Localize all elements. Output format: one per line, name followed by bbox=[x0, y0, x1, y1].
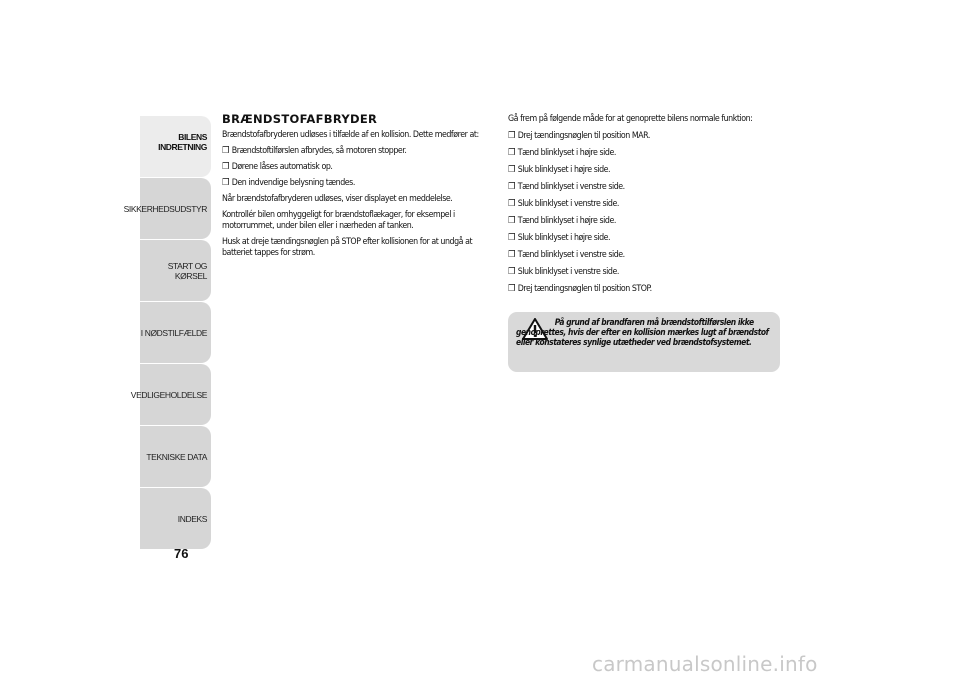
procedure-step bbox=[508, 182, 779, 193]
paragraph: Når brændstofafbryderen udløses, viser displayet en meddelelse. bbox=[222, 194, 453, 204]
procedure-step-text: Drej tændingsnøglen til position STOP. bbox=[517, 284, 652, 294]
tab-i-nodstilfaelde[interactable] bbox=[140, 302, 211, 363]
procedure-step bbox=[508, 165, 779, 176]
procedure-steps bbox=[508, 131, 780, 295]
checkbox-bullet-icon: ❒ bbox=[508, 267, 515, 277]
procedure-step-text: Tænd blinklyset i højre side. bbox=[517, 216, 616, 226]
warning-box bbox=[508, 312, 780, 372]
checkbox-bullet-icon: ❒ bbox=[222, 162, 229, 172]
paragraph: Husk at dreje tændingsnøglen på STOP efter kollisionen for at undgå at batteriet tappes for strøm. bbox=[222, 237, 473, 258]
checkbox-bullet-icon: ❒ bbox=[508, 199, 515, 209]
procedure-step-text: Sluk blinklyset i venstre side. bbox=[517, 267, 619, 277]
checkbox-bullet-icon: ❒ bbox=[222, 146, 229, 156]
tab-label: START OG KØRSEL bbox=[167, 260, 207, 281]
procedure-step-text: Drej tændingsnøglen til position MAR. bbox=[517, 131, 650, 141]
right-column bbox=[508, 114, 780, 301]
watermark: carmanualsonline.info bbox=[592, 652, 818, 676]
intro-paragraph: Brændstofafbryderen udløses i tilfælde af en kollision. Dette medfører at: bbox=[222, 130, 479, 140]
list-item bbox=[222, 146, 484, 157]
left-column bbox=[222, 112, 484, 264]
chapter-tabs bbox=[123, 116, 211, 550]
list-item-text: Den indvendige belysning tændes. bbox=[231, 178, 355, 188]
procedure-step bbox=[508, 250, 779, 261]
tab-start-og-korsel[interactable] bbox=[140, 240, 211, 301]
tab-tekniske-data[interactable] bbox=[140, 426, 211, 487]
procedure-step bbox=[508, 267, 779, 278]
procedure-step-text: Tænd blinklyset i venstre side. bbox=[517, 250, 625, 260]
checkbox-bullet-icon: ❒ bbox=[508, 148, 515, 158]
list-item bbox=[222, 178, 484, 189]
checkbox-bullet-icon: ❒ bbox=[508, 284, 515, 294]
list-item-text: Brændstoftilførslen afbrydes, så motoren stopper. bbox=[231, 146, 407, 156]
tab-label: SIKKERHEDSUDSTYR bbox=[123, 203, 207, 214]
tab-label: BILENS INDRETNING bbox=[158, 132, 207, 152]
tab-label: INDEKS bbox=[177, 513, 207, 524]
procedure-step bbox=[508, 131, 779, 142]
warning-text: På grund af brandfaren må brændstoftilførslen ikke genoprettes, hvis der efter en kollision mærkes lugt af brændstof eller konstateres synlige utætheder ved brændstofsystemet. bbox=[516, 318, 769, 348]
tab-bilens-indretning[interactable] bbox=[140, 116, 211, 177]
tab-label: I NØDSTILFÆLDE bbox=[140, 327, 207, 338]
tab-label: VEDLIGEHOLDELSE bbox=[130, 389, 207, 400]
tab-label: TEKNISKE DATA bbox=[146, 451, 207, 462]
list-item bbox=[222, 162, 484, 173]
procedure-step-text: Sluk blinklyset i højre side. bbox=[517, 165, 611, 175]
procedure-intro: Gå frem på følgende måde for at genoprette bilens normale funktion: bbox=[508, 114, 753, 124]
tab-vedligeholdelse[interactable] bbox=[130, 364, 211, 425]
checkbox-bullet-icon: ❒ bbox=[222, 178, 229, 188]
list-item-text: Dørene låses automatisk op. bbox=[231, 162, 333, 172]
section-heading: BRÆNDSTOFAFBRYDER bbox=[222, 112, 378, 126]
page-number: 76 bbox=[174, 546, 189, 561]
procedure-step-text: Sluk blinklyset i højre side. bbox=[517, 233, 611, 243]
procedure-step-text: Tænd blinklyset i venstre side. bbox=[517, 182, 625, 192]
procedure-step bbox=[508, 148, 779, 159]
procedure-step bbox=[508, 284, 779, 295]
checkbox-bullet-icon: ❒ bbox=[508, 250, 515, 260]
checkbox-bullet-icon: ❒ bbox=[508, 216, 515, 226]
procedure-step bbox=[508, 216, 779, 227]
tab-indeks[interactable] bbox=[140, 488, 211, 549]
procedure-step bbox=[508, 233, 779, 244]
checkbox-bullet-icon: ❒ bbox=[508, 131, 515, 141]
tab-sikkerhedsudstyr[interactable] bbox=[123, 178, 211, 239]
checkbox-bullet-icon: ❒ bbox=[508, 182, 515, 192]
paragraph: Kontrollér bilen omhyggeligt for brændstoflækager, for eksempel i motorrummet, under bilen eller i nærheden af tanken. bbox=[222, 210, 455, 231]
procedure-step-text: Tænd blinklyset i højre side. bbox=[517, 148, 616, 158]
checkbox-bullet-icon: ❒ bbox=[508, 233, 515, 243]
checkbox-bullet-icon: ❒ bbox=[508, 165, 515, 175]
procedure-step bbox=[508, 199, 779, 210]
procedure-step-text: Sluk blinklyset i venstre side. bbox=[517, 199, 619, 209]
